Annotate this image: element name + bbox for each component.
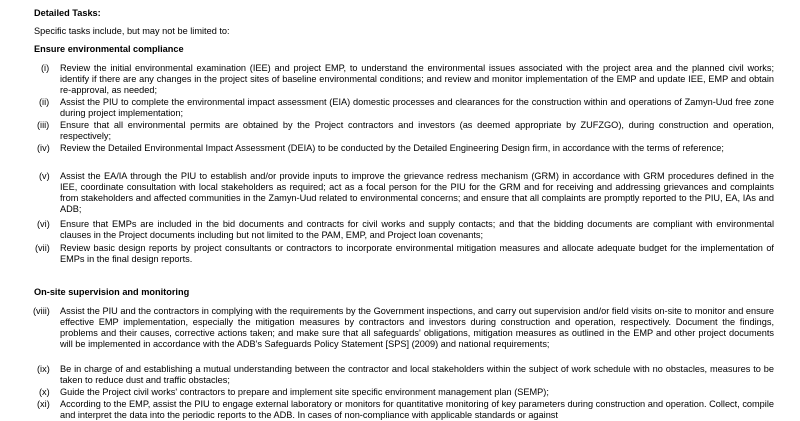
task-number: (xi) xyxy=(37,399,50,409)
task-number: (iv) xyxy=(37,143,50,153)
task-number: (v) xyxy=(39,171,50,181)
task-text: Review the initial environmental examination (IEE) and project EMP, to understand the environmental issues associated with the project area and the planned civil works; identify if there are any changes in the project sites of baseline environmental conditions; and review and monitor implementation of the EMP and update IEE, EMP and obtain re-approval, as needed; xyxy=(60,63,774,95)
section-title-environmental-compliance: Ensure environmental compliance xyxy=(34,44,184,54)
task-text: Assist the PIU to complete the environmental impact assessment (EIA) domestic processes and clearances for the construction within and operations of Zamyn-Uud free zone during project implementation; xyxy=(60,97,774,118)
task-text: Assist the EA/IA through the PIU to establish and/or provide inputs to improve the grievance redress mechanism (GRM) in accordance with GRM procedures defined in the IEE, coordinate consultation with local stakeholders as required; act as a focal person for the PIU for the GRM and for receiving and addressing grievances and complaints from stakeholders and affected communities in the Zamyn-Uud related to environmental concerns; and ensure that all complaints are promptly reported to the PIU, EA, IAs and ADB; xyxy=(60,171,774,214)
task-number: (vii) xyxy=(35,243,50,253)
intro-text: Specific tasks include, but may not be limited to: xyxy=(34,26,230,36)
task-number: (x) xyxy=(39,387,50,397)
task-number: (ix) xyxy=(37,364,50,374)
task-number: (i) xyxy=(41,63,50,73)
task-text: Ensure that EMPs are included in the bid documents and contracts for civil works and supply contacts; and that the bidding documents are compliant with environmental clauses in the Project documents including but not limited to the PAM, EMP, and Project loan covenants; xyxy=(60,219,774,240)
task-number: (vi) xyxy=(37,219,50,229)
task-text: Review basic design reports by project consultants or contractors to incorporate environmental mitigation measures and allocate adequate budget for the implementation of EMPs in the final design reports. xyxy=(60,243,774,264)
task-text: Assist the PIU and the contractors in complying with the requirements by the Government inspections, and carry out supervision and/or field visits on-site to monitor and ensure effective EMP implementation, especially the mitigation measures by contractors and investors during construction and operation, respectively. Document the findings, problems and their causes, corrective actions taken; and make sure that all safeguards' obligations, mitigation measures as outlined in the EMP and other project documents will be implemented in accordance with the ADB's Safeguards Policy Statement [SPS] (2009) and national requirements; xyxy=(60,306,774,349)
task-number: (viii) xyxy=(33,306,50,316)
task-number: (ii) xyxy=(39,97,50,107)
task-text: Be in charge of and establishing a mutual understanding between the contractor and local stakeholders within the subject of work schedule with no obstacles, measures to be taken to reduce dust and traffic obstacles; xyxy=(60,364,774,385)
detailed-tasks-heading: Detailed Tasks: xyxy=(34,8,101,18)
task-text: Ensure that all environmental permits are obtained by the Project contractors and investors (as deemed appropriate by ZUFZGO), during construction and operation, respectively; xyxy=(60,120,774,141)
task-text: Review the Detailed Environmental Impact Assessment (DEIA) to be conducted by the Detailed Engineering Design firm, in accordance with the terms of reference; xyxy=(60,143,724,153)
task-text: According to the EMP, assist the PIU to engage external laboratory or monitors for quantitative monitoring of key parameters during construction and operation. Collect, compile and interpret the data into the periodic reports to the ADB. In cases of non-compliance with applicable standards or against xyxy=(60,399,774,420)
task-number: (iii) xyxy=(37,120,50,130)
task-text: Guide the Project civil works' contractors to prepare and implement site specific environment management plan (SEMP); xyxy=(60,387,549,397)
section-title-onsite-supervision: On-site supervision and monitoring xyxy=(34,287,190,297)
